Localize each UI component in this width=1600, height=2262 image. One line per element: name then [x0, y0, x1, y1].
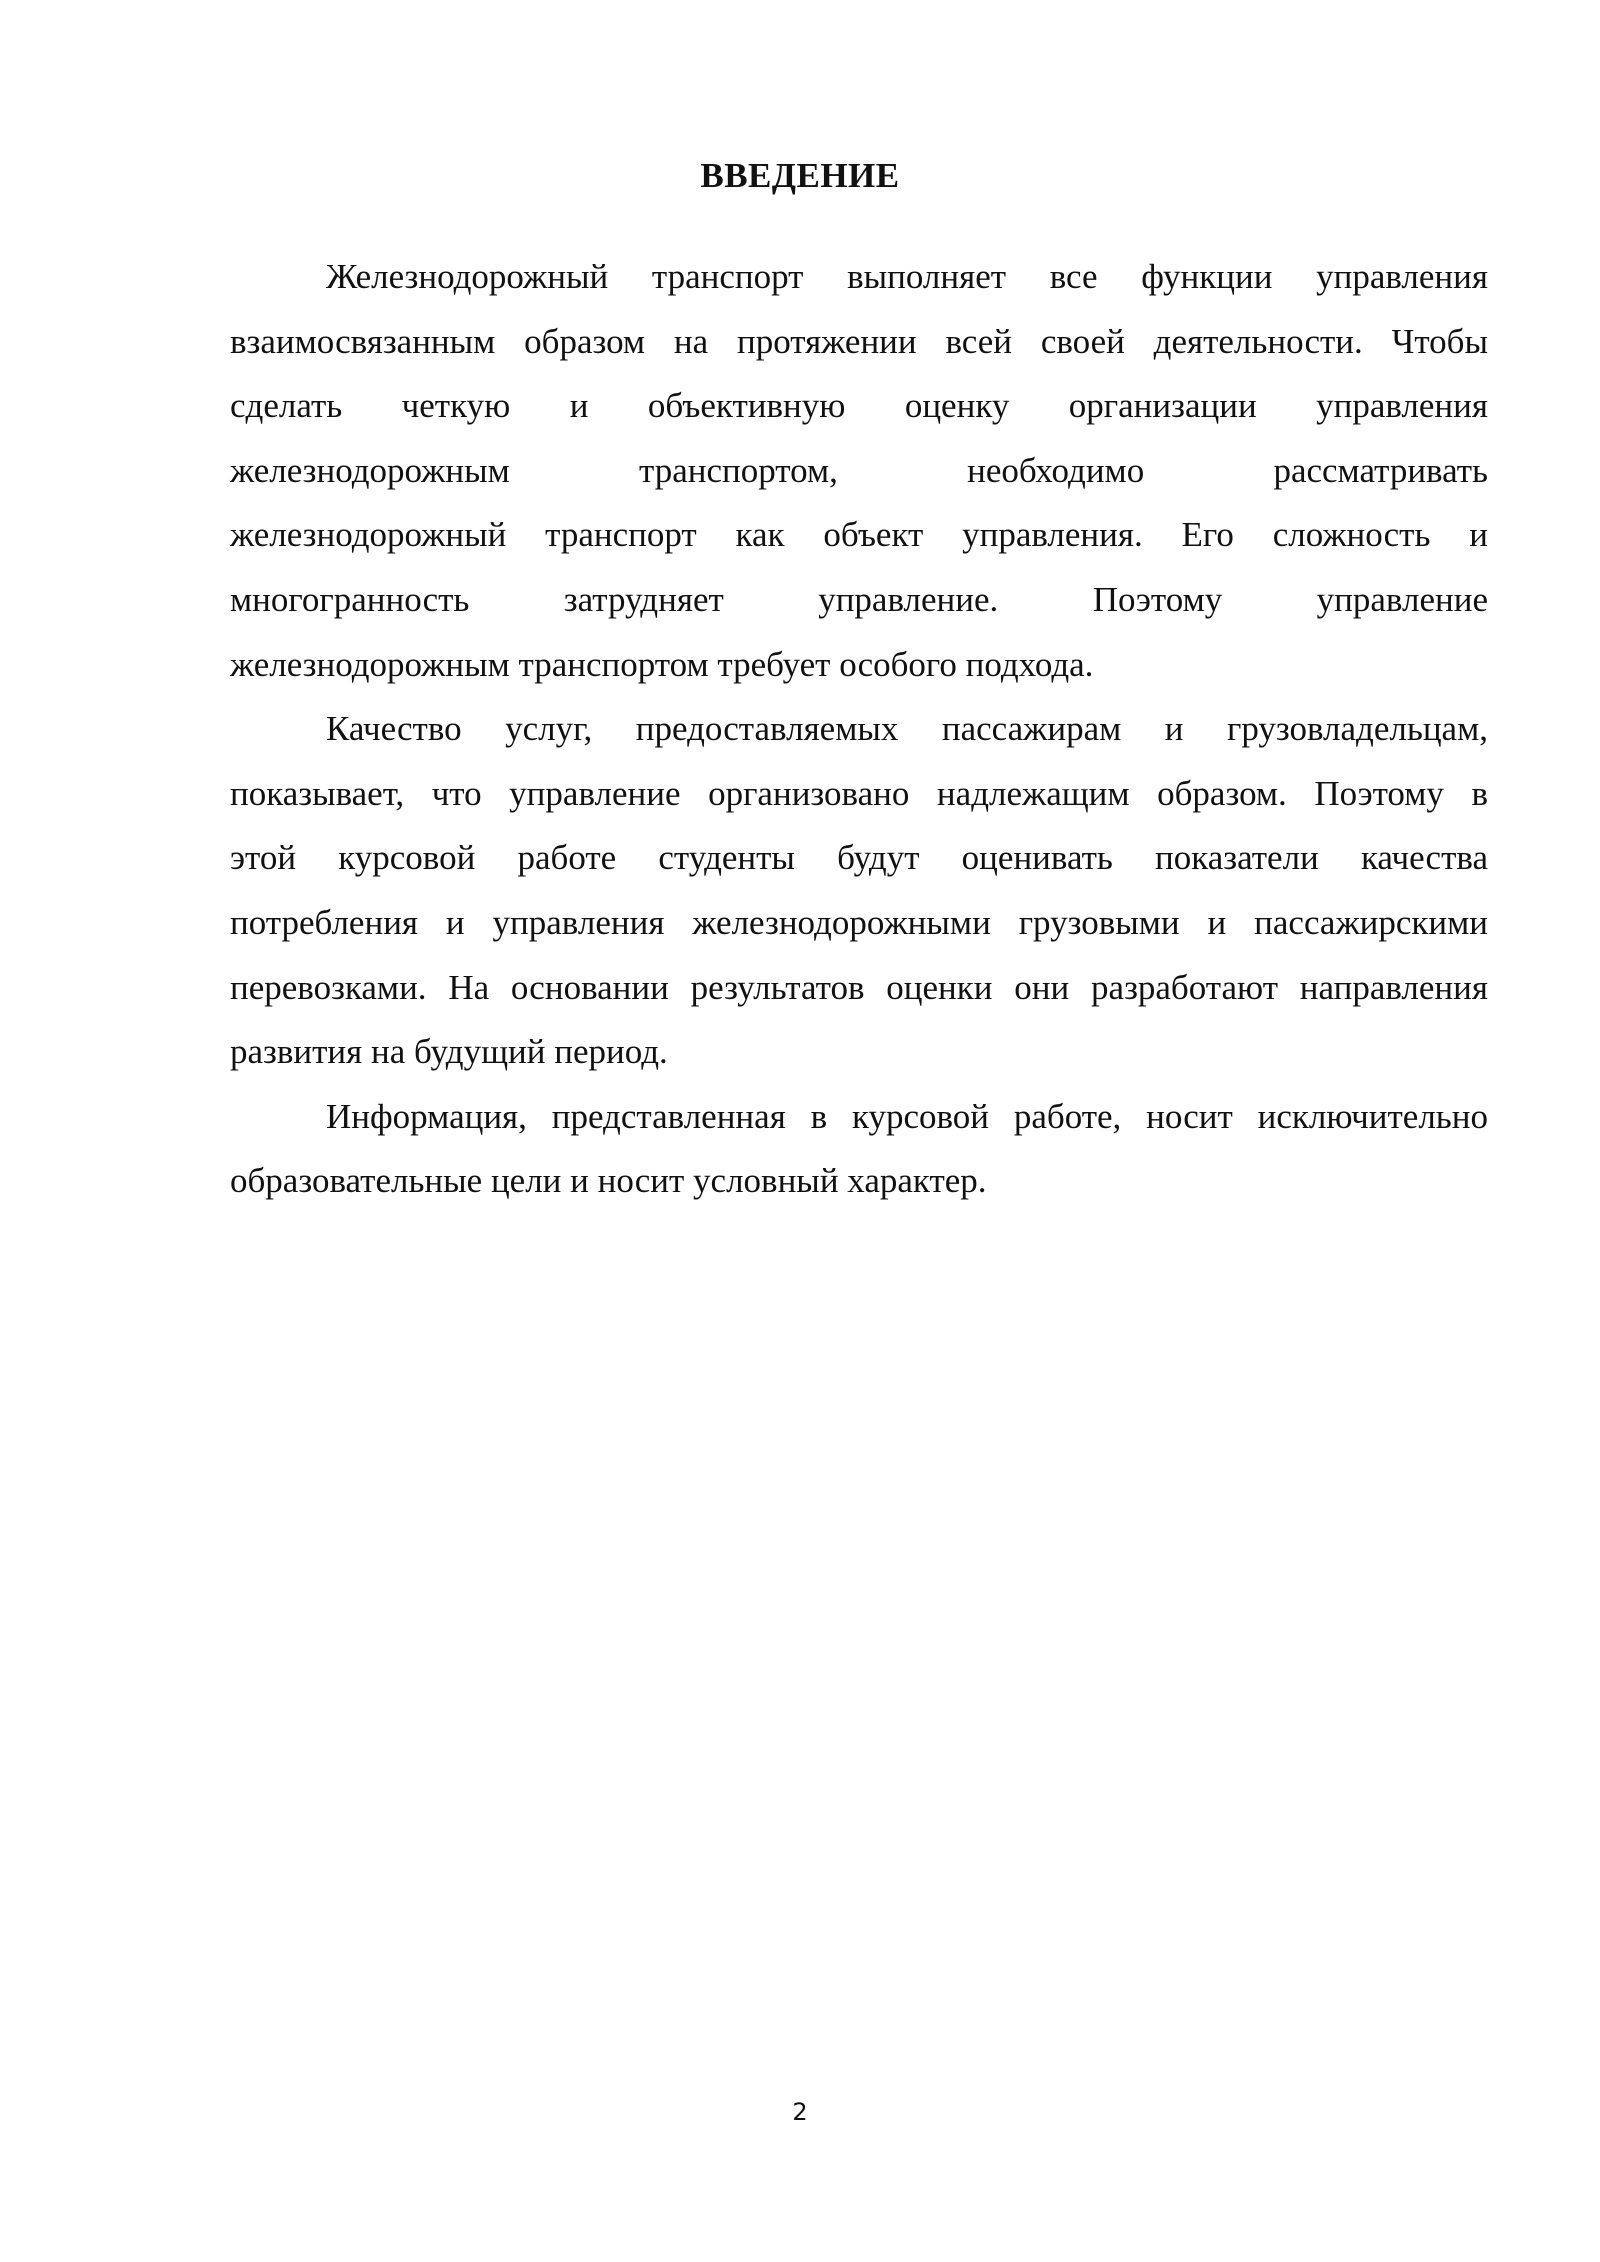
text-line: многогранность затрудняет управление. Поэтому управление: [230, 579, 1488, 619]
paragraph-3: [230, 1085, 1488, 1214]
text-line: Качество услуг, предоставляемых пассажирам и грузовладельцам,: [326, 709, 1488, 749]
text-line: железнодорожный транспорт как объект управления. Его сложность и: [230, 515, 1488, 555]
text-line: Железнодорожный транспорт выполняет все функции управления: [326, 257, 1488, 296]
page-title: ВВЕДЕНИЕ: [700, 156, 900, 195]
paragraph-1: [230, 245, 1488, 697]
text-line: взаимосвязанным образом на протяжении всей своей деятельности. Чтобы: [230, 321, 1488, 361]
text-line: сделать четкую и объективную оценку организации управления: [230, 386, 1488, 426]
text-line: перевозками. На основании результатов оценки они разработают направления: [230, 967, 1488, 1007]
text-line: железнодорожным транспортом, необходимо рассматривать: [230, 450, 1488, 490]
paragraph-2: [230, 697, 1488, 1085]
page-number: 2: [792, 2098, 808, 2126]
text-line: развития на будущий период.: [230, 1032, 668, 1072]
text-line: потребления и управления железнодорожными грузовыми и пассажирскими: [230, 902, 1488, 942]
text-line: образовательные цели и носит условный характер.: [230, 1161, 987, 1201]
text-line: железнодорожным транспортом требует особого подхода.: [230, 644, 1094, 684]
text-line: показывает, что управление организовано надлежащим образом. Поэтому в: [230, 773, 1488, 813]
body-text: [230, 245, 1488, 1214]
text-line: этой курсовой работе студенты будут оценивать показатели качества: [230, 838, 1488, 878]
text-line: Информация, представленная в курсовой работе, носит исключительно: [326, 1096, 1488, 1136]
